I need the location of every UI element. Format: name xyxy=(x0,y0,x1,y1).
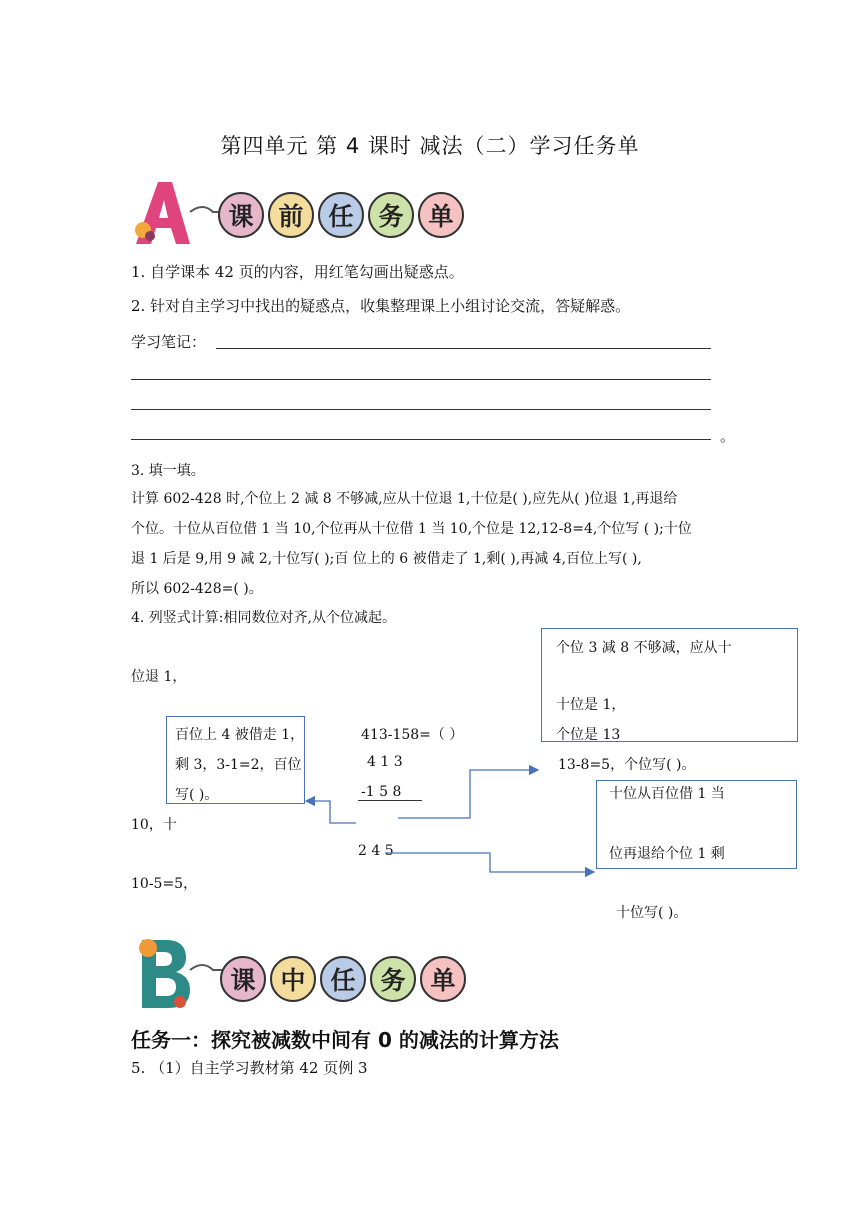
hint-box-tens-line-1: 十位从百位借 1 当 xyxy=(609,786,725,802)
banner-a-chip-1: 课 xyxy=(218,192,264,238)
question-3-line-3: 退 1 后是 9,用 9 减 2,十位写( );百 位上的 6 被借走了 1,剩( ),再减 4,百位上写( ), xyxy=(131,551,642,567)
letter-b-logo xyxy=(128,932,228,1012)
notes-end: 。 xyxy=(720,427,736,445)
notes-label: 学习笔记： xyxy=(131,333,207,351)
banner-b-chip-4: 务 xyxy=(370,956,416,1002)
question-4-fragment-2: 10，十 xyxy=(131,817,177,833)
hint-box-hundreds-line-3: 写( )。 xyxy=(175,787,219,803)
arrow-to-hundreds-box xyxy=(306,801,356,823)
question-3-title: 3. 填一填。 xyxy=(131,463,205,479)
arrow-to-ones-box xyxy=(398,770,538,818)
banner-a-chip-4: 务 xyxy=(368,192,414,238)
question-4-fragment-3: 10-5=5， xyxy=(131,876,198,892)
question-1: 1. 自学课本 42 页的内容，用红笔勾画出疑惑点。 xyxy=(131,263,464,281)
banner-b-chip-1: 课 xyxy=(220,956,266,1002)
hint-box-ones-continued: 13-8=5，个位写( )。 xyxy=(558,757,696,773)
question-2: 2. 针对自主学习中找出的疑惑点，收集整理课上小组讨论交流，答疑解惑。 xyxy=(131,297,631,315)
question-3-line-4: 所以 602-428=( )。 xyxy=(131,581,263,597)
question-3-line-1: 计算 602-428 时,个位上 2 减 8 不够减,应从十位退 1,十位是( ),应先从( )位退 1,再退给 xyxy=(131,491,678,507)
banner-a-chip-3: 任 xyxy=(318,192,364,238)
question-4-fragment-1: 位退 1， xyxy=(131,669,187,685)
arrow-to-tens-box xyxy=(385,853,594,872)
vertical-result: 2 4 5 xyxy=(358,843,394,859)
question-4-title: 4. 列竖式计算:相同数位对齐,从个位减起。 xyxy=(131,610,396,626)
page-title: 第四单元 第 4 课时 减法（二）学习任务单 xyxy=(220,134,640,158)
hint-box-ones-line-3: 个位是 13 xyxy=(556,727,621,743)
task-one-heading: 任务一：探究被减数中间有 0 的减法的计算方法 xyxy=(131,1028,559,1052)
hint-box-tens-continued: 十位写( )。 xyxy=(616,905,688,921)
hint-box-hundreds-line-2: 剩 3，3-1=2，百位 xyxy=(175,757,302,773)
banner-a-chip-5: 单 xyxy=(418,192,464,238)
subtraction-equation: 413-158=（ ） xyxy=(361,727,464,743)
vertical-row-minuend: 4 1 3 xyxy=(367,754,403,770)
banner-b-chip-5: 单 xyxy=(420,956,466,1002)
banner-a-chip-2: 前 xyxy=(268,192,314,238)
hint-box-ones-line-2: 十位是 1， xyxy=(556,697,626,713)
question-5: 5. （1）自主学习教材第 42 页例 3 xyxy=(131,1059,368,1077)
question-3-line-2: 个位。十位从百位借 1 当 10,个位再从十位借 1 当 10,个位是 12,12-8=4,个位写 ( );十位 xyxy=(131,521,692,537)
banner-b-chip-3: 任 xyxy=(320,956,366,1002)
hint-box-hundreds-line-1: 百位上 4 被借走 1， xyxy=(175,727,305,743)
hint-box-ones-line-1: 个位 3 减 8 不够减，应从十 xyxy=(556,640,732,656)
vertical-row-subtrahend: -1 5 8 xyxy=(361,784,402,800)
banner-b-chip-2: 中 xyxy=(270,956,316,1002)
hint-box-tens-line-2: 位再退给个位 1 剩 xyxy=(609,846,725,862)
